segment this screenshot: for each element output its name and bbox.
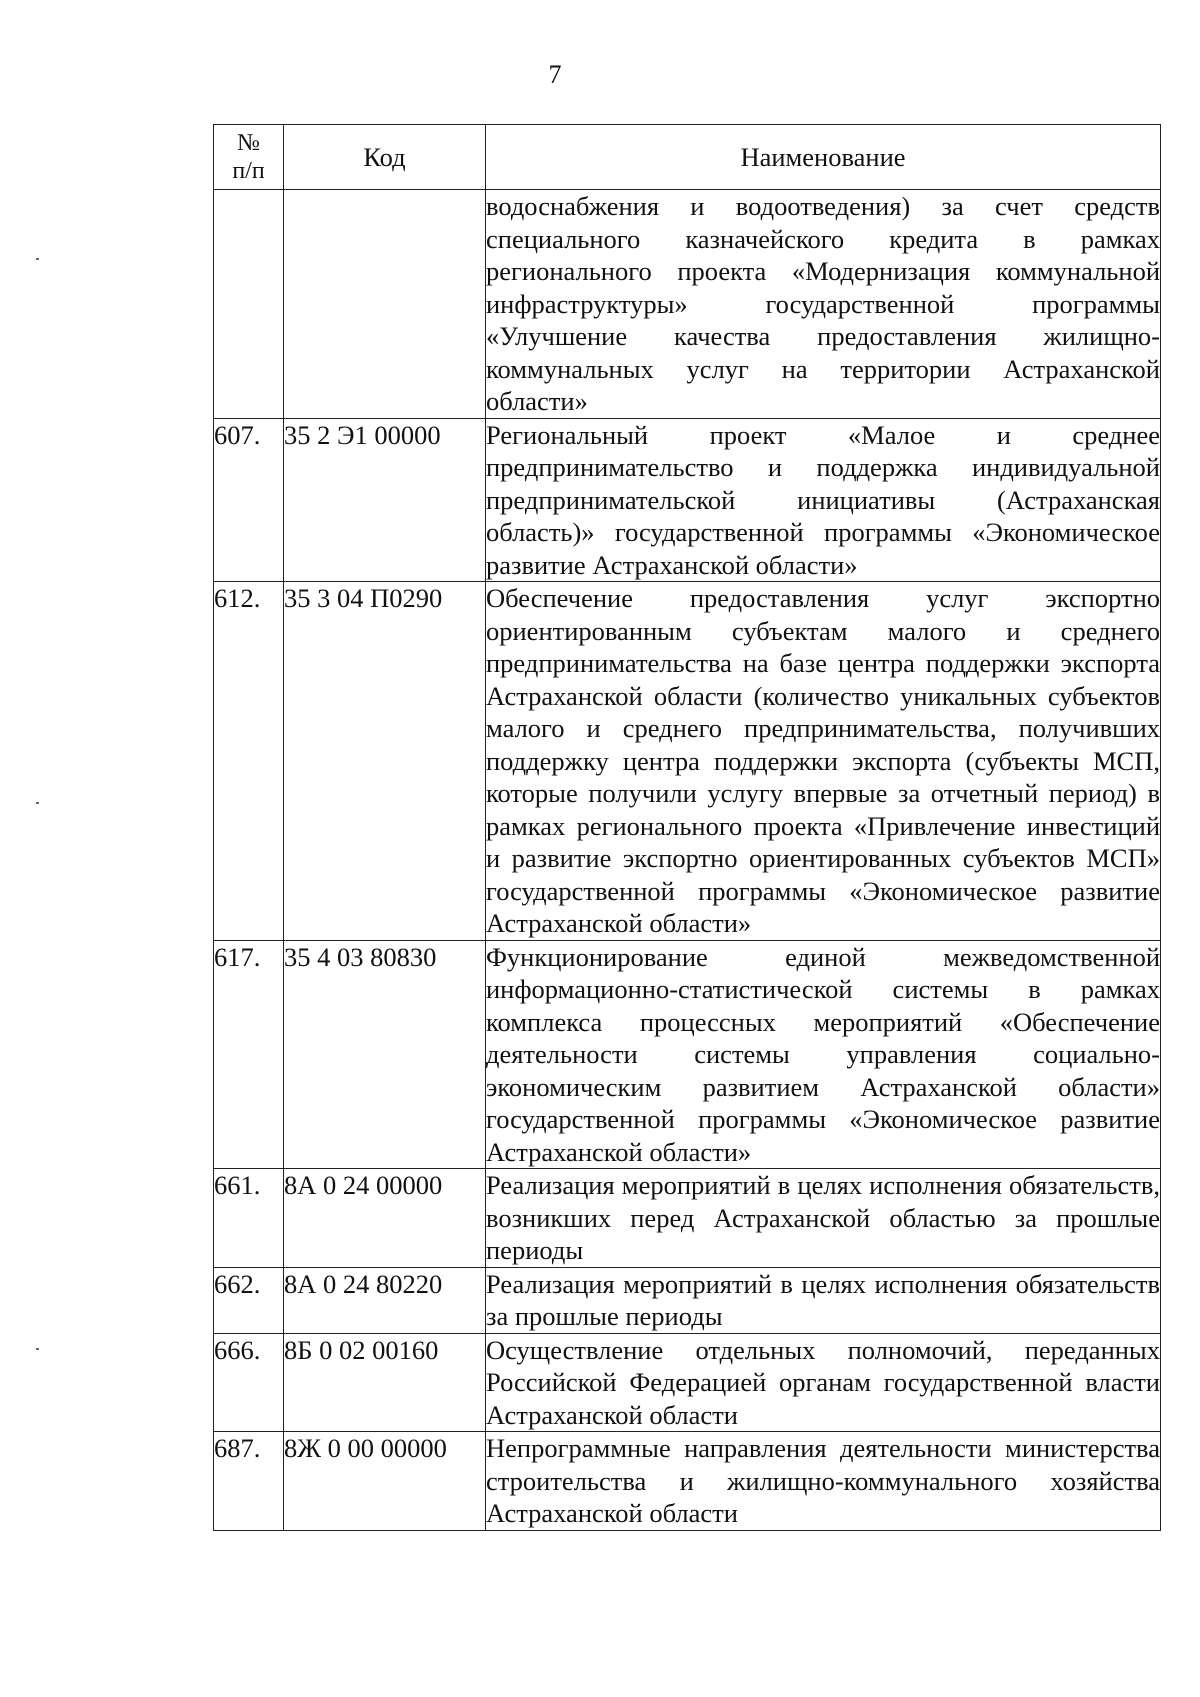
row-code: 35 2 Э1 00000 [284, 418, 486, 582]
table-row [214, 1267, 1161, 1333]
table-row [214, 1432, 1161, 1531]
header-number-symbol: № [237, 130, 260, 156]
row-code: 8Б 0 02 00160 [284, 1333, 486, 1432]
table-row [214, 582, 1161, 941]
row-number: 661. [214, 1169, 284, 1268]
row-number: 662. [214, 1267, 284, 1333]
table-header-row [214, 125, 1161, 190]
row-number: 687. [214, 1432, 284, 1531]
row-name: Реализация мероприятий в целях исполнения обязательств за прошлые периоды [486, 1268, 1160, 1331]
row-name: Функционирование единой межведомственной информационно-статистической системы в рамках комплекса процессных мероприятий «Обеспечение деятельности системы управления социально-экономическим развитием Астраханской области» государственной программы «Экономическое развитие Астраханской области» [486, 941, 1160, 1167]
row-name: Непрограммные направления деятельности министерства строительства и жилищно-коммунального хозяйства Астраханской области [486, 1433, 1160, 1528]
row-number [214, 190, 284, 419]
page-number: 7 [548, 60, 562, 89]
row-code: 35 4 03 80830 [284, 940, 486, 1169]
row-number: 666. [214, 1333, 284, 1432]
table-row [214, 418, 1161, 582]
row-name: Региональный проект «Малое и среднее предпринимательство и поддержка индивидуальной предпринимательской инициативы (Астраханская область)» государственной программы «Экономическое развитие Астраханской области» [486, 419, 1160, 580]
row-name: водоснабжения и водоотведения) за счет средств специального казначейского кредита в рамках регионального проекта «Модернизация коммунальной инфраструктуры» государственной программы «Улучшение качества предоставления жилищно-коммунальных услуг на территории Астраханской области» [486, 191, 1160, 416]
margin-mark [36, 1348, 39, 1350]
row-name: Обеспечение предоставления услуг экспортно ориентированным субъектам малого и среднего предпринимательства на базе центра поддержки экспорта Астраханской области (количество уникальных субъектов малого и среднего предпринимательства, получивших поддержку центра поддержки экспорта (субъекты МСП, которые получили услугу впервые за отчетный период) в рамках регионального проекта «Привлечение инвестиций и развитие экспортно ориентированных субъектов МСП» государственной программы «Экономическое развитие Астраханской области» [486, 583, 1160, 938]
row-code [284, 190, 486, 419]
header-number-abbr: п/п [232, 158, 265, 184]
table-row [214, 940, 1161, 1169]
table-row [214, 190, 1161, 419]
table-row [214, 1333, 1161, 1432]
row-code: 35 3 04 П0290 [284, 582, 486, 941]
row-code: 8А 0 24 00000 [284, 1169, 486, 1268]
row-number: 607. [214, 418, 284, 582]
header-number [214, 125, 284, 190]
header-name: Наименование [486, 125, 1161, 190]
margin-mark [36, 258, 39, 260]
row-name: Реализация мероприятий в целях исполнения обязательств, возникших перед Астраханской областью за прошлые периоды [486, 1170, 1160, 1265]
row-code: 8Ж 0 00 00000 [284, 1432, 486, 1531]
table-row [214, 1169, 1161, 1268]
row-number: 612. [214, 582, 284, 941]
header-code: Код [284, 125, 486, 190]
row-code: 8А 0 24 80220 [284, 1267, 486, 1333]
codes-table [213, 124, 1161, 1531]
margin-mark [36, 802, 39, 804]
row-number: 617. [214, 940, 284, 1169]
row-name: Осуществление отдельных полномочий, переданных Российской Федерацией органам государственной власти Астраханской области [486, 1334, 1160, 1430]
